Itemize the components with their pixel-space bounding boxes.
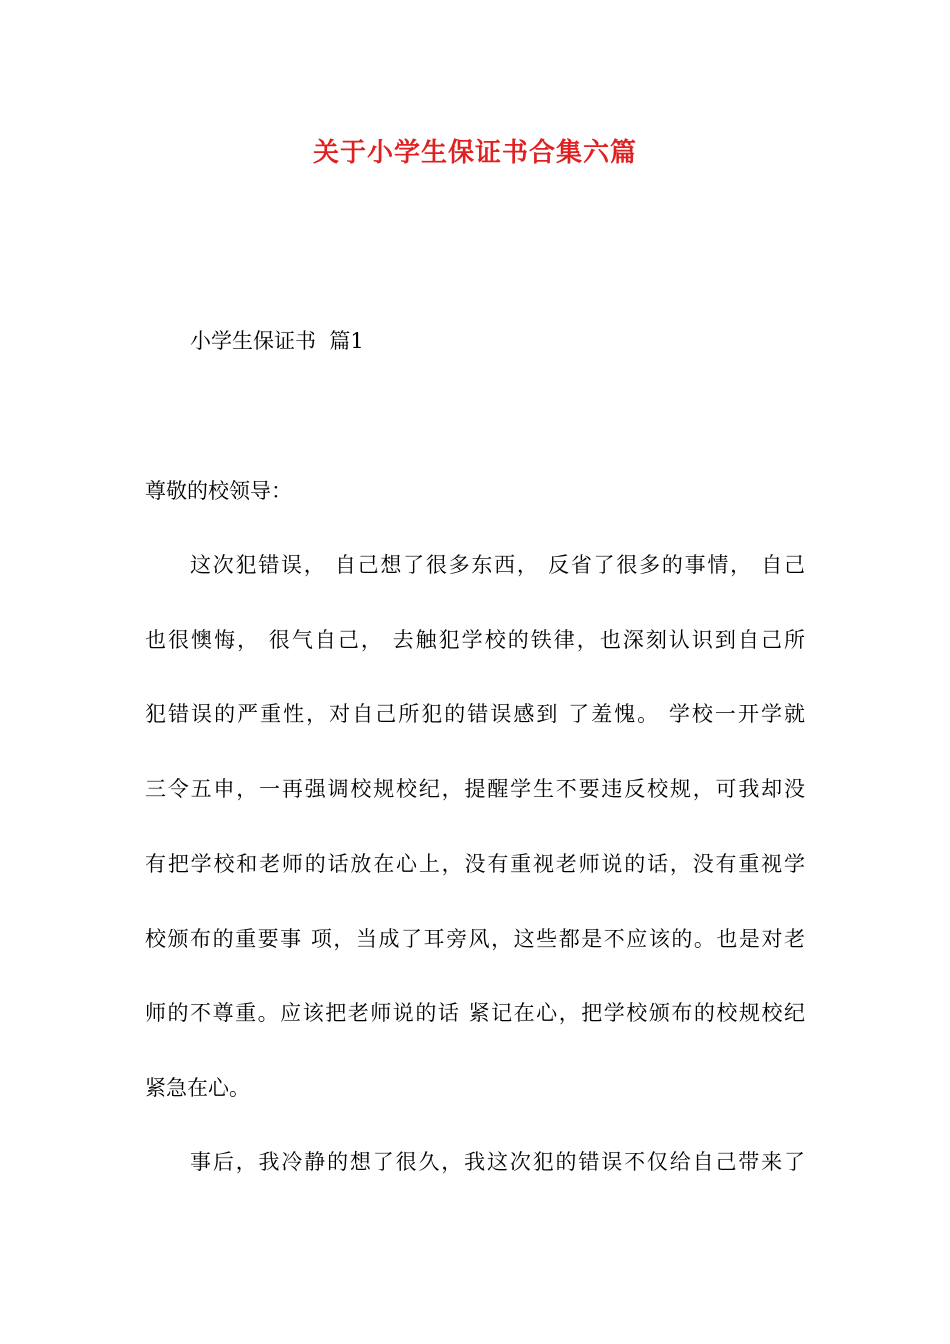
paragraph-line: 校颁布的重要事 项，当成了耳旁风，这些都是不应该的。也是对老 [145, 927, 805, 951]
document-title: 关于小学生保证书合集六篇 [312, 138, 637, 168]
paragraph-line: 师的不尊重。应该把老师说的话 紧记在心，把学校颁布的校规校纪 [145, 1001, 805, 1025]
paragraph-line: 有把学校和老师的话放在心上，没有重视老师说的话，没有重视学 [145, 852, 805, 876]
paragraph-line: 也很懊悔， 很气自己， 去触犯学校的铁律，也深刻认识到自己所 [145, 628, 805, 652]
salutation: 尊敬的校领导： [145, 479, 292, 503]
paragraph-line: 紧急在心。 [145, 1076, 250, 1100]
section-heading: 小学生保证书 篇1 [190, 329, 364, 353]
paragraph-line: 这次犯错误， 自己想了很多东西， 反省了很多的事情， 自己 [190, 553, 805, 577]
paragraph-line: 犯错误的严重性，对自己所犯的错误感到 了羞愧。 学校一开学就 [145, 702, 805, 726]
paragraph-line: 事后，我冷静的想了很久，我这次犯的错误不仅给自己带来了 [190, 1150, 805, 1174]
paragraph-line: 三令五申，一再强调校规校纪，提醒学生不要违反校规，可我却没 [145, 777, 805, 801]
